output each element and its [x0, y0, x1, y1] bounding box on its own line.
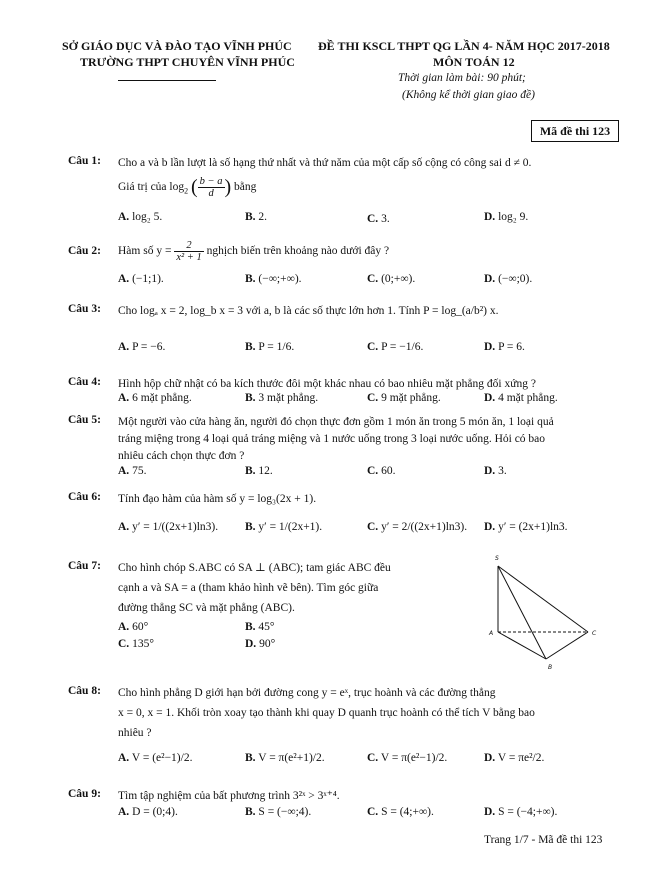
vertex-b-label: B [548, 664, 553, 671]
q9-option-d[interactable]: S = (−4;+∞). [498, 806, 558, 818]
q7-label: Câu 7: [68, 560, 101, 572]
edge-bc [546, 632, 588, 659]
vertex-s-label: S [495, 555, 499, 562]
q1-option-a[interactable]: log₂ 5. [132, 211, 163, 223]
q8-option-a[interactable]: V = (e²−1)/2. [131, 752, 193, 764]
q3-option-d[interactable]: P = 6. [498, 341, 525, 353]
q1-options: A. log₂ 5. B. 2. C. 3. D. log₂ 9. [118, 211, 529, 225]
q4-option-d[interactable]: 4 mặt phẳng. [498, 392, 558, 404]
q2-label: Câu 2: [68, 245, 101, 257]
q5-option-d[interactable]: 3. [498, 465, 507, 477]
q6-options: A. y′ = 1/((2x+1)ln3). B. y′ = 1/(2x+1). C. y′ = 2/((2x+1)ln3). D. y′ = (2x+1)ln3. [118, 521, 568, 533]
q7-text-1: Cho hình chóp S.ABC có SA ⊥ (ABC); tam giác ABC đều [118, 562, 391, 574]
pyramid-figure [488, 552, 608, 672]
page-footer: Trang 1/7 - Mã đề thi 123 [484, 834, 603, 846]
q5-options: A. 75. B. 12. C. 60. D. 3. [118, 465, 507, 477]
q8-text-1: Cho hình phẳng D giới hạn bởi đường cong y = eˣ, trục hoành và các đường thẳng [118, 687, 496, 699]
q6-text: Tính đạo hàm của hàm số y = log₃(2x + 1). [118, 493, 317, 505]
q3-label: Câu 3: [68, 303, 101, 315]
q5-label: Câu 5: [68, 414, 101, 426]
q7-option-a[interactable]: 60° [132, 621, 149, 633]
q1-label: Câu 1: [68, 155, 101, 167]
q9-option-c[interactable]: S = (4;+∞). [381, 806, 434, 818]
q9-option-b[interactable]: S = (−∞;4). [258, 806, 312, 818]
q4-option-a[interactable]: 6 mặt phẳng. [132, 392, 192, 404]
q5-text-2: tráng miệng trong 4 loại quả tráng miệng và 1 nước uống trong 3 loại nước uống. Hỏi có bao [118, 433, 546, 445]
q6-option-b[interactable]: y′ = 1/(2x+1). [258, 521, 323, 533]
q9-text: Tìm tập nghiệm của bất phương trình 3²ˣ > 3ˣ⁺⁴. [118, 790, 340, 802]
q2-text-b: nghịch biến trên khoảng nào dưới đây ? [206, 245, 390, 258]
q8-option-c[interactable]: V = π(e²−1)/2. [380, 752, 448, 764]
q7-text-2: cạnh a và SA = a (tham khảo hình vẽ bên). Tìm góc giữa [118, 582, 379, 594]
q5-option-a[interactable]: 75. [132, 465, 147, 477]
q7-option-b[interactable]: 45° [258, 621, 275, 633]
q4-label: Câu 4: [68, 376, 101, 388]
q1-text-2: Giá trị của $\log_2$ ( $\frac{b - a}{d}$ ) bằng [118, 176, 257, 199]
q9-option-a[interactable]: D = (0;4). [132, 806, 178, 818]
q7-options-row1: A. 60° B. 45° [118, 621, 275, 633]
q6-label: Câu 6: [68, 491, 101, 503]
q2-option-d[interactable]: (−∞;0). [498, 273, 533, 285]
q5-option-b[interactable]: 12. [258, 465, 273, 477]
q2-text-a: Hàm số y = [118, 245, 172, 258]
q1-option-b[interactable]: 2. [258, 211, 268, 223]
q2-option-c[interactable]: (0;+∞). [381, 273, 416, 285]
q3-text: Cho logₐ x = 2, log_b x = 3 với a, b là các số thực lớn hơn 1. Tính P = log_(a/b²) x. [118, 305, 499, 317]
q3-option-a[interactable]: P = −6. [132, 341, 166, 353]
q4-options: A. 6 mặt phẳng. B. 3 mặt phẳng. C. 9 mặt phẳng. D. 4 mặt phẳng. [118, 392, 558, 404]
exam-code-box: Mã đề thi 123 [531, 120, 619, 142]
q5-text-1: Một người vào cửa hàng ăn, người đó chọn thực đơn gồm 1 món ăn trong 5 món ăn, 1 loại quả [118, 416, 554, 428]
q8-label: Câu 8: [68, 685, 101, 697]
q6-option-d[interactable]: y′ = (2x+1)ln3. [498, 521, 568, 533]
subject-name: MÔN TOÁN 12 [433, 55, 515, 69]
q8-text-2: x = 0, x = 1. Khối tròn xoay tạo thành khi quay D quanh trục hoành có thể tích V bằng bao [118, 707, 535, 719]
q3-options: A. P = −6. B. P = 1/6. C. P = −1/6. D. P = 6. [118, 341, 525, 353]
q1-option-c[interactable]: 3. [381, 213, 390, 225]
q6-option-c[interactable]: y′ = 2/((2x+1)ln3). [381, 521, 468, 533]
q1-text-suffix: bằng [234, 181, 257, 194]
q4-text: Hình hộp chữ nhật có ba kích thước đôi một khác nhau có bao nhiêu mặt phẳng đối xứng ? [118, 378, 536, 390]
q2-options: A. (−1;1). B. (−∞;+∞). C. (0;+∞). D. (−∞;0). [118, 273, 533, 285]
q7-options-row2: C. 135° D. 90° [118, 638, 276, 650]
q4-option-c[interactable]: 9 mặt phẳng. [381, 392, 441, 404]
edge-sc [498, 566, 588, 632]
q8-option-d[interactable]: V = πe²/2. [497, 752, 545, 764]
q8-option-b[interactable]: V = π(e²+1)/2. [258, 752, 325, 764]
q5-text-3: nhiêu cách chọn thực đơn ? [118, 450, 245, 462]
q7-option-c[interactable]: 135° [132, 638, 154, 650]
q6-option-a[interactable]: y′ = 1/((2x+1)ln3). [132, 521, 219, 533]
q2-option-a[interactable]: (−1;1). [132, 273, 164, 285]
q9-label: Câu 9: [68, 788, 101, 800]
q9-options: A. D = (0;4). B. S = (−∞;4). C. S = (4;+∞). D. S = (−4;+∞). [118, 806, 558, 818]
q1-text: Cho a và b lần lượt là số hạng thứ nhất và thứ năm của một cấp số cộng có công sai d ≠ 0. [118, 157, 532, 169]
q7-text-3: đường thẳng SC và mặt phẳng (ABC). [118, 602, 295, 614]
exam-time-note: (Không kể thời gian giao đề) [402, 89, 535, 101]
department-name: SỞ GIÁO DỤC VÀ ĐÀO TẠO VĨNH PHÚC [62, 39, 292, 53]
q1-option-d[interactable]: log₂ 9. [498, 211, 529, 223]
exam-title: ĐỀ THI KSCL THPT QG LẦN 4- NĂM HỌC 2017-2018 [318, 39, 610, 53]
q2-text: Hàm số y = $\frac{2}{\text{x² + 1}}$ nghịch biến trên khoảng nào dưới đây ? [118, 240, 390, 263]
q3-option-b[interactable]: P = 1/6. [258, 341, 295, 353]
q4-option-b[interactable]: 3 mặt phẳng. [258, 392, 319, 404]
q8-text-3: nhiêu ? [118, 727, 152, 739]
q2-option-b[interactable]: (−∞;+∞). [258, 273, 302, 285]
vertex-c-label: C [592, 630, 597, 637]
school-name: TRƯỜNG THPT CHUYÊN VĨNH PHÚC [80, 55, 295, 69]
q1-log-prefix: Giá trị của log [118, 181, 185, 194]
header-underline [118, 80, 216, 81]
q5-option-c[interactable]: 60. [381, 465, 396, 477]
q8-options: A. V = (e²−1)/2. B. V = π(e²+1)/2. C. V = π(e²−1)/2. D. V = πe²/2. [118, 752, 545, 764]
q7-option-d[interactable]: 90° [259, 638, 276, 650]
q3-option-c[interactable]: P = −1/6. [381, 341, 424, 353]
vertex-a-label: A [489, 630, 494, 637]
exam-time: Thời gian làm bài: 90 phút; [398, 72, 526, 84]
